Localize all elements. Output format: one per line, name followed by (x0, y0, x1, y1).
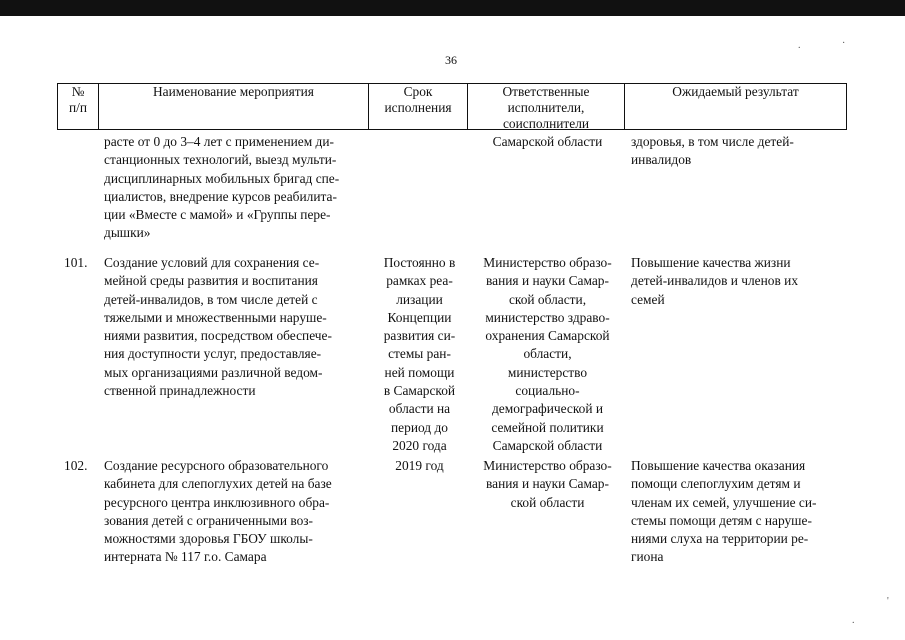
text-line: Министерство образо- (483, 458, 612, 473)
table-header (57, 83, 847, 130)
text-line: семейной политики (491, 419, 604, 435)
text-line: Создание ресурсного образовательного (104, 458, 329, 473)
text-line: ресурсного центра инклюзивного обра- (104, 494, 330, 510)
scan-speck: . (852, 615, 855, 626)
page-number: 36 (445, 53, 457, 67)
text-line: мых организациями различной ведом- (104, 364, 323, 380)
row-result (631, 254, 843, 309)
row-responsible (470, 254, 625, 455)
text-line: в Самарской (383, 383, 456, 399)
header-term: Срок исполнения (384, 84, 452, 115)
text-line: инвалидов (631, 152, 692, 168)
text-line: охранения Самарской (485, 328, 610, 344)
text-line: Повышение качества оказания (631, 458, 806, 473)
scan-speck: ' (887, 596, 889, 607)
text-line: ции «Вместе с мамой» и «Группы пере- (104, 207, 331, 223)
text-line: социально- (515, 383, 580, 399)
text-line: можностями здоровья ГБОУ школы- (104, 531, 313, 547)
text-line: стемы помощи детям с наруше- (631, 512, 812, 528)
text-line: Министерство образо- (483, 255, 612, 270)
text-line: лизации (396, 291, 443, 307)
text-line: ственной принадлежности (104, 383, 256, 399)
row-name (104, 254, 364, 400)
text-line: Самарской области (492, 134, 603, 149)
text-line: Постоянно в (383, 255, 456, 270)
text-line: министерство здраво- (485, 309, 610, 325)
text-line: 2020 года (392, 437, 447, 453)
row-term (372, 254, 467, 455)
text-line: период до (391, 419, 448, 435)
text-line: области на (388, 401, 451, 417)
row-result (631, 457, 843, 567)
text-line: ниями развития, посредством обеспече- (104, 328, 332, 344)
text-line: семей (631, 291, 665, 307)
text-line: Повышение качества жизни (631, 255, 791, 270)
header-responsible: Ответственные исполнители, соисполнители (502, 84, 590, 131)
text-line: вания и науки Самар- (486, 476, 609, 492)
text-line: ней помощи (384, 364, 455, 380)
text-line: детей-инвалидов и членов их (631, 273, 799, 289)
text-line: дисциплинарных мобильных бригад спе- (104, 170, 340, 186)
text-line: Создание условий для сохранения се- (104, 255, 320, 270)
text-line: членам их семей, улучшение си- (631, 494, 817, 510)
text-line: вания и науки Самар- (486, 273, 609, 289)
header-result: Ожидаемый результат (672, 84, 799, 99)
text-line: циалистов, внедрение курсов реабилита- (104, 188, 337, 204)
text-line: министерство (507, 364, 588, 380)
text-line: интерната № 117 г.о. Самара (104, 549, 267, 565)
cont-result (631, 133, 843, 170)
text-line: развития си- (383, 328, 456, 344)
text-line: Самарской области (492, 437, 603, 453)
text-line: ской области (510, 494, 585, 510)
text-line: детей-инвалидов, в том числе детей с (104, 291, 318, 307)
text-line: зования детей с ограниченными воз- (104, 512, 314, 528)
text-line: гиона (631, 549, 664, 565)
text-line: дышки» (104, 225, 151, 241)
text-line: ской области, (508, 291, 587, 307)
scan-speck: · (842, 38, 846, 49)
header-name: Наименование мероприятия (153, 84, 314, 99)
text-line: демографической и (491, 401, 604, 417)
text-line: стемы ран- (388, 346, 451, 362)
text-line: области, (523, 346, 572, 362)
text-line: ниями слуха на территории ре- (631, 531, 809, 547)
row-responsible (470, 457, 625, 512)
text-line: 2019 год (395, 458, 444, 473)
text-line: станционных технологий, выезд мульти- (104, 152, 337, 168)
text-line: мейной среды развития и воспитания (104, 273, 318, 289)
cont-responsible (470, 133, 625, 151)
header-num: № п/п (68, 84, 88, 115)
row-number: 102. (64, 458, 88, 473)
text-line: помощи слепоглухим детям и (631, 476, 801, 492)
text-line: Концепции (387, 309, 452, 325)
text-line: здоровья, в том числе детей- (631, 134, 794, 149)
text-line: кабинета для слепоглухих детей на базе (104, 476, 332, 492)
scan-speck: . (798, 40, 801, 51)
text-line: тяжелыми и множественными наруше- (104, 309, 327, 325)
row-name (104, 457, 364, 567)
scan-top-border (0, 0, 905, 16)
text-line: ния доступности услуг, предоставляе- (104, 346, 322, 362)
text-line: расте от 0 до 3–4 лет с применением ди- (104, 134, 334, 149)
row-number: 101. (64, 255, 88, 270)
text-line: рамках реа- (386, 273, 453, 289)
row-term (372, 457, 467, 475)
cont-name (104, 133, 364, 243)
